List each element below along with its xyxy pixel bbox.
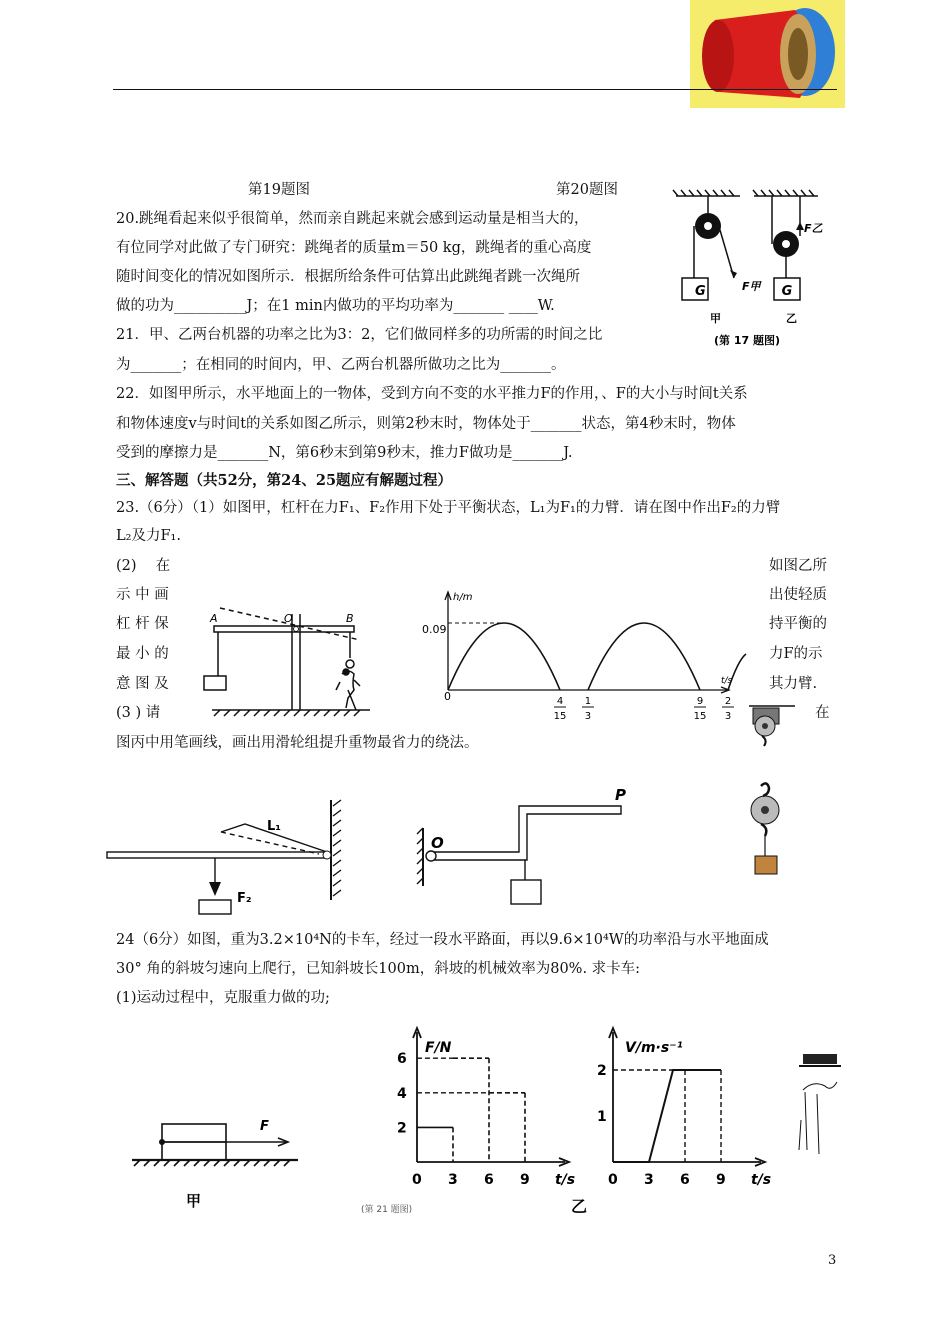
fig22-v-xtick-3: 3 — [644, 1172, 654, 1188]
fig22-f-ytick-6: 6 — [397, 1051, 407, 1068]
fig20-origin-label: 0 — [444, 690, 451, 703]
q23-last-line: 图丙中用笔画线，画出用滑轮组提升重物最省力的绕法。 — [116, 735, 479, 751]
q21-line1: 21．甲、乙两台机器的功率之比为3：2，它们做同样多的功所需的时间之比 — [116, 327, 603, 343]
fig22-f-ytick-4: 4 — [397, 1085, 407, 1102]
fig22-f-xlabel: t/s — [555, 1172, 576, 1188]
fig22-graphs — [361, 1012, 785, 1216]
fig19-label-o: O — [284, 612, 293, 625]
fig22-v-line — [613, 1070, 721, 1162]
fig20-jump-graph — [415, 586, 735, 732]
q23-left-col-4: 意 图 及 — [116, 676, 169, 692]
fig20-tick-den-1: 3 — [584, 711, 592, 722]
fig23-label-o: O — [431, 834, 444, 852]
q23-right-col-1: 出使轻质 — [769, 587, 827, 603]
fig22-jia-block — [128, 1110, 308, 1214]
fig23-jia-lever — [105, 800, 355, 924]
fig22-label-jia: 甲 — [186, 1192, 202, 1210]
fig20-tick-num-2: 9 — [696, 696, 704, 707]
fig23-bing-pulley — [735, 776, 795, 884]
fig20-xlabel: t/s — [721, 676, 733, 686]
fig20-tick-num-0: 4 — [556, 696, 564, 707]
q23-line1: 23.（6分）（1）如图甲，杠杆在力F₁、F₂作用下处于平衡状态，L₁为F₁的力臂．请在图中作出F₂的力臂 — [116, 500, 781, 516]
q21-line2: 为_______；在相同的时间内，甲、乙两台机器所做功之比为_______。 — [116, 357, 566, 373]
fig19-lever — [200, 600, 375, 724]
section3-heading: 三、解答题（共52分，第24、25题应有解题过程） — [116, 472, 453, 489]
fig17-pulleys — [670, 186, 830, 360]
fig17-caption: (第 17 题图) — [714, 334, 781, 347]
fig20-caption: 第20题图 — [556, 182, 618, 198]
q23-left-col-5: (3 ) 请 — [116, 705, 161, 721]
fig22-v-xtick-0: 0 — [608, 1172, 618, 1188]
q23-right-col-3: 力F的示 — [769, 646, 823, 662]
q24-line1: 24（6分）如图，重为3.2×10⁴N的卡车，经过一段水平路面，再以9.6×10⁴W的功率沿与水平地面成 — [116, 932, 769, 948]
q23-right-col-0: 如图乙所 — [769, 558, 827, 574]
q20-line4: 做的功为__________J；在1 min内做功的平均功率为_______ ____W. — [116, 298, 555, 314]
q20-line2: 有位同学对此做了专门研究：跳绳者的质量m＝50 kg，跳绳者的重心高度 — [116, 240, 592, 256]
fig22-f-xtick-0: 0 — [412, 1172, 422, 1188]
fig22-v-ylabel: V/m·s⁻¹ — [625, 1040, 683, 1056]
fig22-label-yi: 乙 — [571, 1197, 588, 1216]
q23-small-pulley — [745, 700, 800, 759]
header-rule — [113, 89, 837, 90]
q23-line2: L₂及力F₁. — [116, 528, 181, 544]
fig19-label-a: A — [210, 612, 218, 625]
fig22-f-xtick-9: 9 — [520, 1172, 530, 1188]
fig23-label-f2: F₂ — [237, 891, 252, 906]
fig20-tick-den-3: 3 — [724, 711, 732, 722]
q22-line1: 22．如图甲所示，水平地面上的一物体，受到方向不变的水平推力F的作用，、F的大小与时间t关系 — [116, 386, 748, 402]
q24-line3: (1)运动过程中，克服重力做的功; — [116, 990, 330, 1006]
fig22-f-ytick-2: 2 — [397, 1120, 407, 1137]
q23-left-col-0: (2) 在 — [116, 558, 171, 574]
fig22-v-xlabel: t/s — [751, 1172, 772, 1188]
fig22-label-f: F — [260, 1119, 269, 1134]
fig20-tick-den-0: 15 — [553, 711, 567, 722]
fig22-v-ytick-2: 2 — [597, 1063, 607, 1079]
q22-line2: 和物体速度v与时间t的关系如图乙所示，则第2秒末时，物体处于_______状态，第4秒末时，物体 — [116, 416, 736, 432]
fig20-tick-num-1: 1 — [584, 696, 592, 707]
fig17-f-yi: F乙 — [804, 222, 823, 235]
q23-right-col-5: 在 — [815, 705, 830, 721]
q23-right-col-2: 持平衡的 — [769, 616, 827, 632]
fig20-tick-den-2: 15 — [693, 711, 707, 722]
fig17-label-yi: 乙 — [786, 312, 797, 325]
q22-line3: 受到的摩擦力是_______N，第6秒末到第9秒末，推力F做功是_______J. — [116, 445, 573, 461]
fig20-arc-2 — [588, 623, 700, 690]
fig22-v-xtick-9: 9 — [716, 1172, 726, 1188]
fig19-caption: 第19题图 — [248, 182, 310, 198]
fig23-label-p: P — [615, 786, 626, 804]
header-logo-image — [690, 0, 845, 108]
q23-left-col-2: 杠 杆 保 — [116, 616, 169, 632]
page-number: 3 — [828, 1253, 837, 1268]
fig17-label-jia: 甲 — [710, 312, 721, 325]
fig20-ylabel: h/m — [453, 592, 473, 603]
q24-line2: 30° 角的斜坡匀速向上爬行，已知斜坡长100m，斜坡的机械效率为80%. 求卡车: — [116, 961, 641, 977]
fig22-f-xtick-3: 3 — [448, 1172, 458, 1188]
fig17-f-jia: F甲 — [742, 280, 761, 293]
fig22-f-ylabel: F/N — [425, 1040, 452, 1056]
fig17-g-right: G — [781, 284, 793, 299]
fig22-f-xtick-6: 6 — [484, 1172, 494, 1188]
q23-right-col-4: 其力臂. — [769, 676, 818, 692]
fig23-label-l1: L₁ — [267, 819, 281, 834]
q20-line3: 随时间变化的情况如图所示．根据所给条件可估算出此跳绳者跳一次绳所 — [116, 269, 580, 285]
q23-left-col-1: 示 中 画 — [116, 587, 169, 603]
q20-line1: 20.跳绳看起来似乎很简单，然而亲自跳起来就会感到运动量是相当大的， — [116, 211, 589, 227]
fig23-yi-bent-lever — [415, 786, 635, 915]
fig20-ymax-label: 0.09 — [422, 623, 447, 636]
fig22-v-xtick-6: 6 — [680, 1172, 690, 1188]
fig22-v-ytick-1: 1 — [597, 1109, 607, 1125]
fig24-fragment — [795, 1050, 845, 1164]
q23-left-col-3: 最 小 的 — [116, 646, 169, 662]
fig19-label-b: B — [346, 612, 354, 625]
fig20-arc-1 — [448, 623, 560, 690]
fig20-tick-num-3: 2 — [724, 696, 732, 707]
fig17-g-left: G — [695, 284, 706, 299]
fig22-caption: (第 21 题图) — [361, 1205, 413, 1215]
